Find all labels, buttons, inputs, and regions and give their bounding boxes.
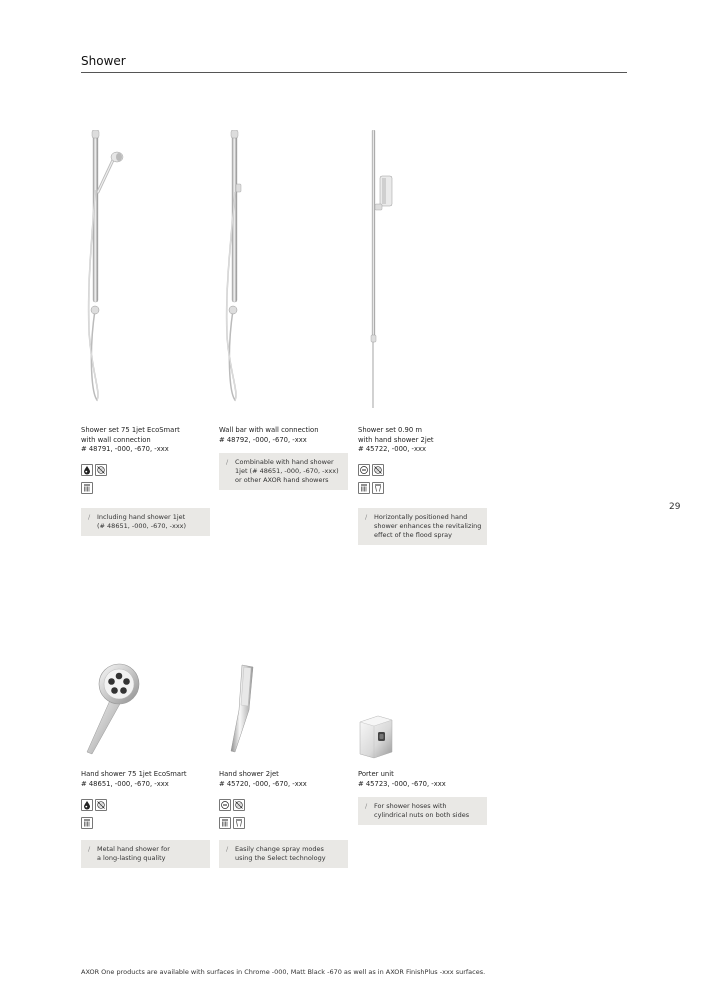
note-line: or other AXOR hand showers bbox=[235, 476, 329, 484]
wall-bar-image bbox=[219, 130, 279, 405]
note-line: Horizontally positioned hand bbox=[374, 513, 468, 521]
footer-note: AXOR One products are available with surfaces in Chrome -000, Matt Black -670 as well as in AXOR FinishPlus -xxx surfaces. bbox=[81, 968, 486, 976]
hand-shower-2jet-image bbox=[219, 660, 279, 760]
note-slash-icon: / bbox=[226, 845, 229, 853]
note-line: using the Select technology bbox=[235, 854, 326, 862]
product-sku: # 45720, -000, -670, -xxx bbox=[219, 779, 307, 788]
anti-limescale-icon bbox=[372, 464, 384, 476]
product-note bbox=[358, 797, 487, 825]
anti-limescale-icon bbox=[95, 464, 107, 476]
product-sku: # 48792, -000, -670, -xxx bbox=[219, 435, 307, 444]
product-sku: # 48651, -000, -670, -xxx bbox=[81, 779, 169, 788]
product-note bbox=[81, 508, 210, 536]
product-name-line: with hand shower 2jet bbox=[358, 435, 434, 444]
flood-spray-icon bbox=[233, 817, 245, 829]
note-line: Combinable with hand shower bbox=[235, 458, 334, 466]
rain-spray-icon bbox=[358, 482, 370, 494]
anti-limescale-icon bbox=[233, 799, 245, 811]
flood-spray-icon bbox=[372, 482, 384, 494]
note-line: 1jet (# 48651, -000, -670, -xxx) bbox=[235, 467, 339, 475]
shower-set-090-image bbox=[358, 130, 418, 410]
rain-spray-icon bbox=[81, 817, 93, 829]
product-sku: # 48791, -000, -670, -xxx bbox=[81, 445, 169, 453]
product-name-line: with wall connection bbox=[81, 435, 151, 444]
anti-limescale-icon bbox=[95, 799, 107, 811]
product-note bbox=[358, 508, 487, 545]
note-line: Metal hand shower for bbox=[97, 845, 170, 853]
note-line: shower enhances the revitalizing bbox=[374, 522, 482, 530]
note-line: Easily change spray modes bbox=[235, 845, 324, 853]
product-name-line: Hand shower 2jet bbox=[219, 770, 279, 778]
note-slash-icon: / bbox=[226, 458, 229, 466]
note-line: cylindrical nuts on both sides bbox=[374, 811, 470, 819]
select-button-icon bbox=[358, 464, 370, 476]
note-slash-icon: / bbox=[365, 513, 368, 521]
title-divider bbox=[81, 72, 627, 73]
note-slash-icon: / bbox=[88, 845, 91, 853]
note-line: (# 48651, -000, -670, -xxx) bbox=[97, 522, 187, 530]
section-title: Shower bbox=[81, 54, 126, 68]
shower-set-75-image bbox=[81, 130, 141, 405]
product-sku: # 45722, -000, -xxx bbox=[358, 445, 427, 453]
ecosmart-icon bbox=[81, 464, 93, 476]
product-note bbox=[219, 840, 348, 868]
product-name-line: Porter unit bbox=[358, 770, 394, 778]
product-name-line: Shower set 75 1jet EcoSmart bbox=[81, 426, 180, 434]
select-button-icon bbox=[219, 799, 231, 811]
note-slash-icon: / bbox=[365, 802, 368, 810]
hand-shower-75-image bbox=[81, 660, 151, 760]
ecosmart-icon bbox=[81, 799, 93, 811]
note-slash-icon: / bbox=[88, 513, 91, 521]
product-name-line: Hand shower 75 1jet EcoSmart bbox=[81, 770, 187, 778]
note-line: a long-lasting quality bbox=[97, 854, 166, 862]
product-note bbox=[219, 453, 348, 490]
rain-spray-icon bbox=[219, 817, 231, 829]
note-line: For shower hoses with bbox=[374, 802, 447, 810]
page-number: 29 bbox=[669, 502, 681, 512]
product-note bbox=[81, 840, 210, 868]
note-line: Including hand shower 1jet bbox=[97, 513, 186, 521]
porter-unit-image bbox=[358, 660, 408, 760]
note-line: effect of the flood spray bbox=[374, 531, 452, 539]
rain-spray-icon bbox=[81, 482, 93, 494]
product-sku: # 45723, -000, -670, -xxx bbox=[358, 779, 446, 788]
product-name-line: Wall bar with wall connection bbox=[219, 426, 319, 434]
product-name-line: Shower set 0.90 m bbox=[358, 426, 422, 434]
